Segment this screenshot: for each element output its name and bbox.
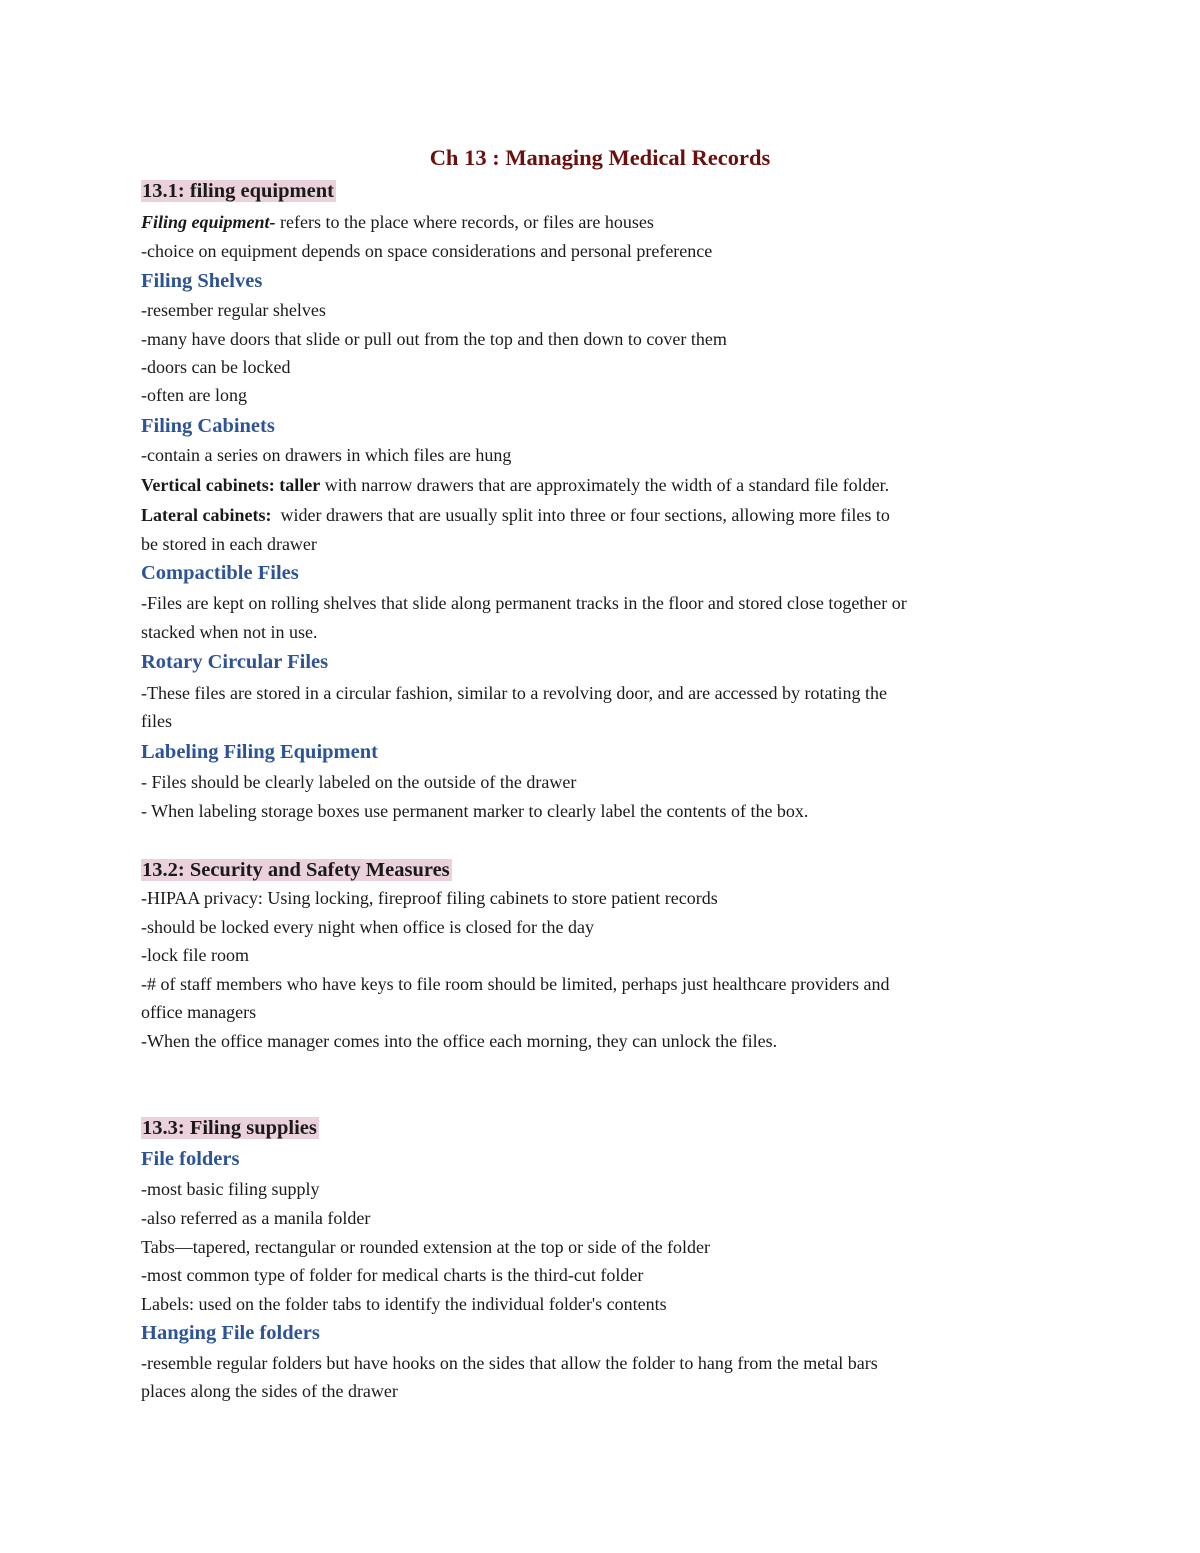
subheading-filing-shelves: Filing Shelves [141, 270, 263, 292]
text-line: -HIPAA privacy: Using locking, fireproof filing cabinets to store patient records [141, 888, 718, 908]
lateral-cabinets-text: wider drawers that are usually split into three or four sections, allowing more files to [271, 505, 890, 525]
text-line: Labels: used on the folder tabs to identify the individual folder's contents [141, 1294, 667, 1314]
section-heading-13-1: 13.1: filing equipment [142, 180, 334, 202]
subheading-rotary-circular-files: Rotary Circular Files [141, 651, 329, 673]
vertical-cabinets-term: Vertical cabinets: taller [141, 475, 321, 495]
text-line: -should be locked every night when office is closed for the day [141, 917, 595, 937]
text-line: -often are long [141, 385, 247, 405]
definition-term: Filing equipment- [141, 212, 276, 232]
vertical-cabinets-text: with narrow drawers that are approximately the width of a standard file folder. [320, 475, 890, 495]
section-heading-13-2: 13.2: Security and Safety Measures [142, 859, 450, 881]
lateral-cabinets-term: Lateral cabinets: [141, 505, 272, 525]
text-line: be stored in each drawer [141, 534, 317, 554]
text-line: files [141, 711, 172, 731]
subheading-compactible-files: Compactible Files [141, 562, 299, 584]
section-heading-13-3: 13.3: Filing supplies [142, 1117, 317, 1139]
subheading-labeling-filing-equipment: Labeling Filing Equipment [141, 741, 378, 763]
text-line: -most basic filing supply [141, 1179, 320, 1199]
text-line: -many have doors that slide or pull out from the top and then down to cover them [141, 329, 727, 349]
text-line: office managers [141, 1002, 257, 1022]
definition-line [141, 210, 654, 234]
text-line: -choice on equipment depends on space considerations and personal preference [141, 241, 713, 261]
text-line: -doors can be locked [141, 357, 291, 377]
text-line: -lock file room [141, 945, 249, 965]
text-line: -Files are kept on rolling shelves that slide along permanent tracks in the floor and stored close together or [141, 593, 907, 613]
subheading-file-folders: File folders [141, 1148, 240, 1170]
text-line: -resemble regular folders but have hooks on the sides that allow the folder to hang from the metal bars [141, 1353, 878, 1373]
text-line: -# of staff members who have keys to file room should be limited, perhaps just healthcare providers and [141, 974, 890, 994]
text-line: -resember regular shelves [141, 300, 326, 320]
text-line: -contain a series on drawers in which files are hung [141, 445, 512, 465]
text-line: -also referred as a manila folder [141, 1208, 371, 1228]
text-line: -When the office manager comes into the office each morning, they can unlock the files. [141, 1031, 778, 1051]
text-line: -These files are stored in a circular fashion, similar to a revolving door, and are accessed by rotating the [141, 683, 887, 703]
lateral-cabinets-line [141, 503, 890, 527]
subheading-hanging-file-folders: Hanging File folders [141, 1322, 320, 1344]
text-line: - When labeling storage boxes use permanent marker to clearly label the contents of the box. [141, 801, 809, 821]
text-line: - Files should be clearly labeled on the outside of the drawer [141, 772, 577, 792]
text-line: stacked when not in use. [141, 622, 318, 642]
vertical-cabinets-line [141, 473, 889, 497]
text-line: places along the sides of the drawer [141, 1381, 398, 1401]
definition-text: refers to the place where records, or files are houses [275, 212, 654, 232]
text-line: Tabs—tapered, rectangular or rounded extension at the top or side of the folder [141, 1237, 711, 1257]
page-title: Ch 13 : Managing Medical Records [429, 145, 771, 170]
text-line: -most common type of folder for medical charts is the third-cut folder [141, 1265, 644, 1285]
subheading-filing-cabinets: Filing Cabinets [141, 415, 275, 437]
